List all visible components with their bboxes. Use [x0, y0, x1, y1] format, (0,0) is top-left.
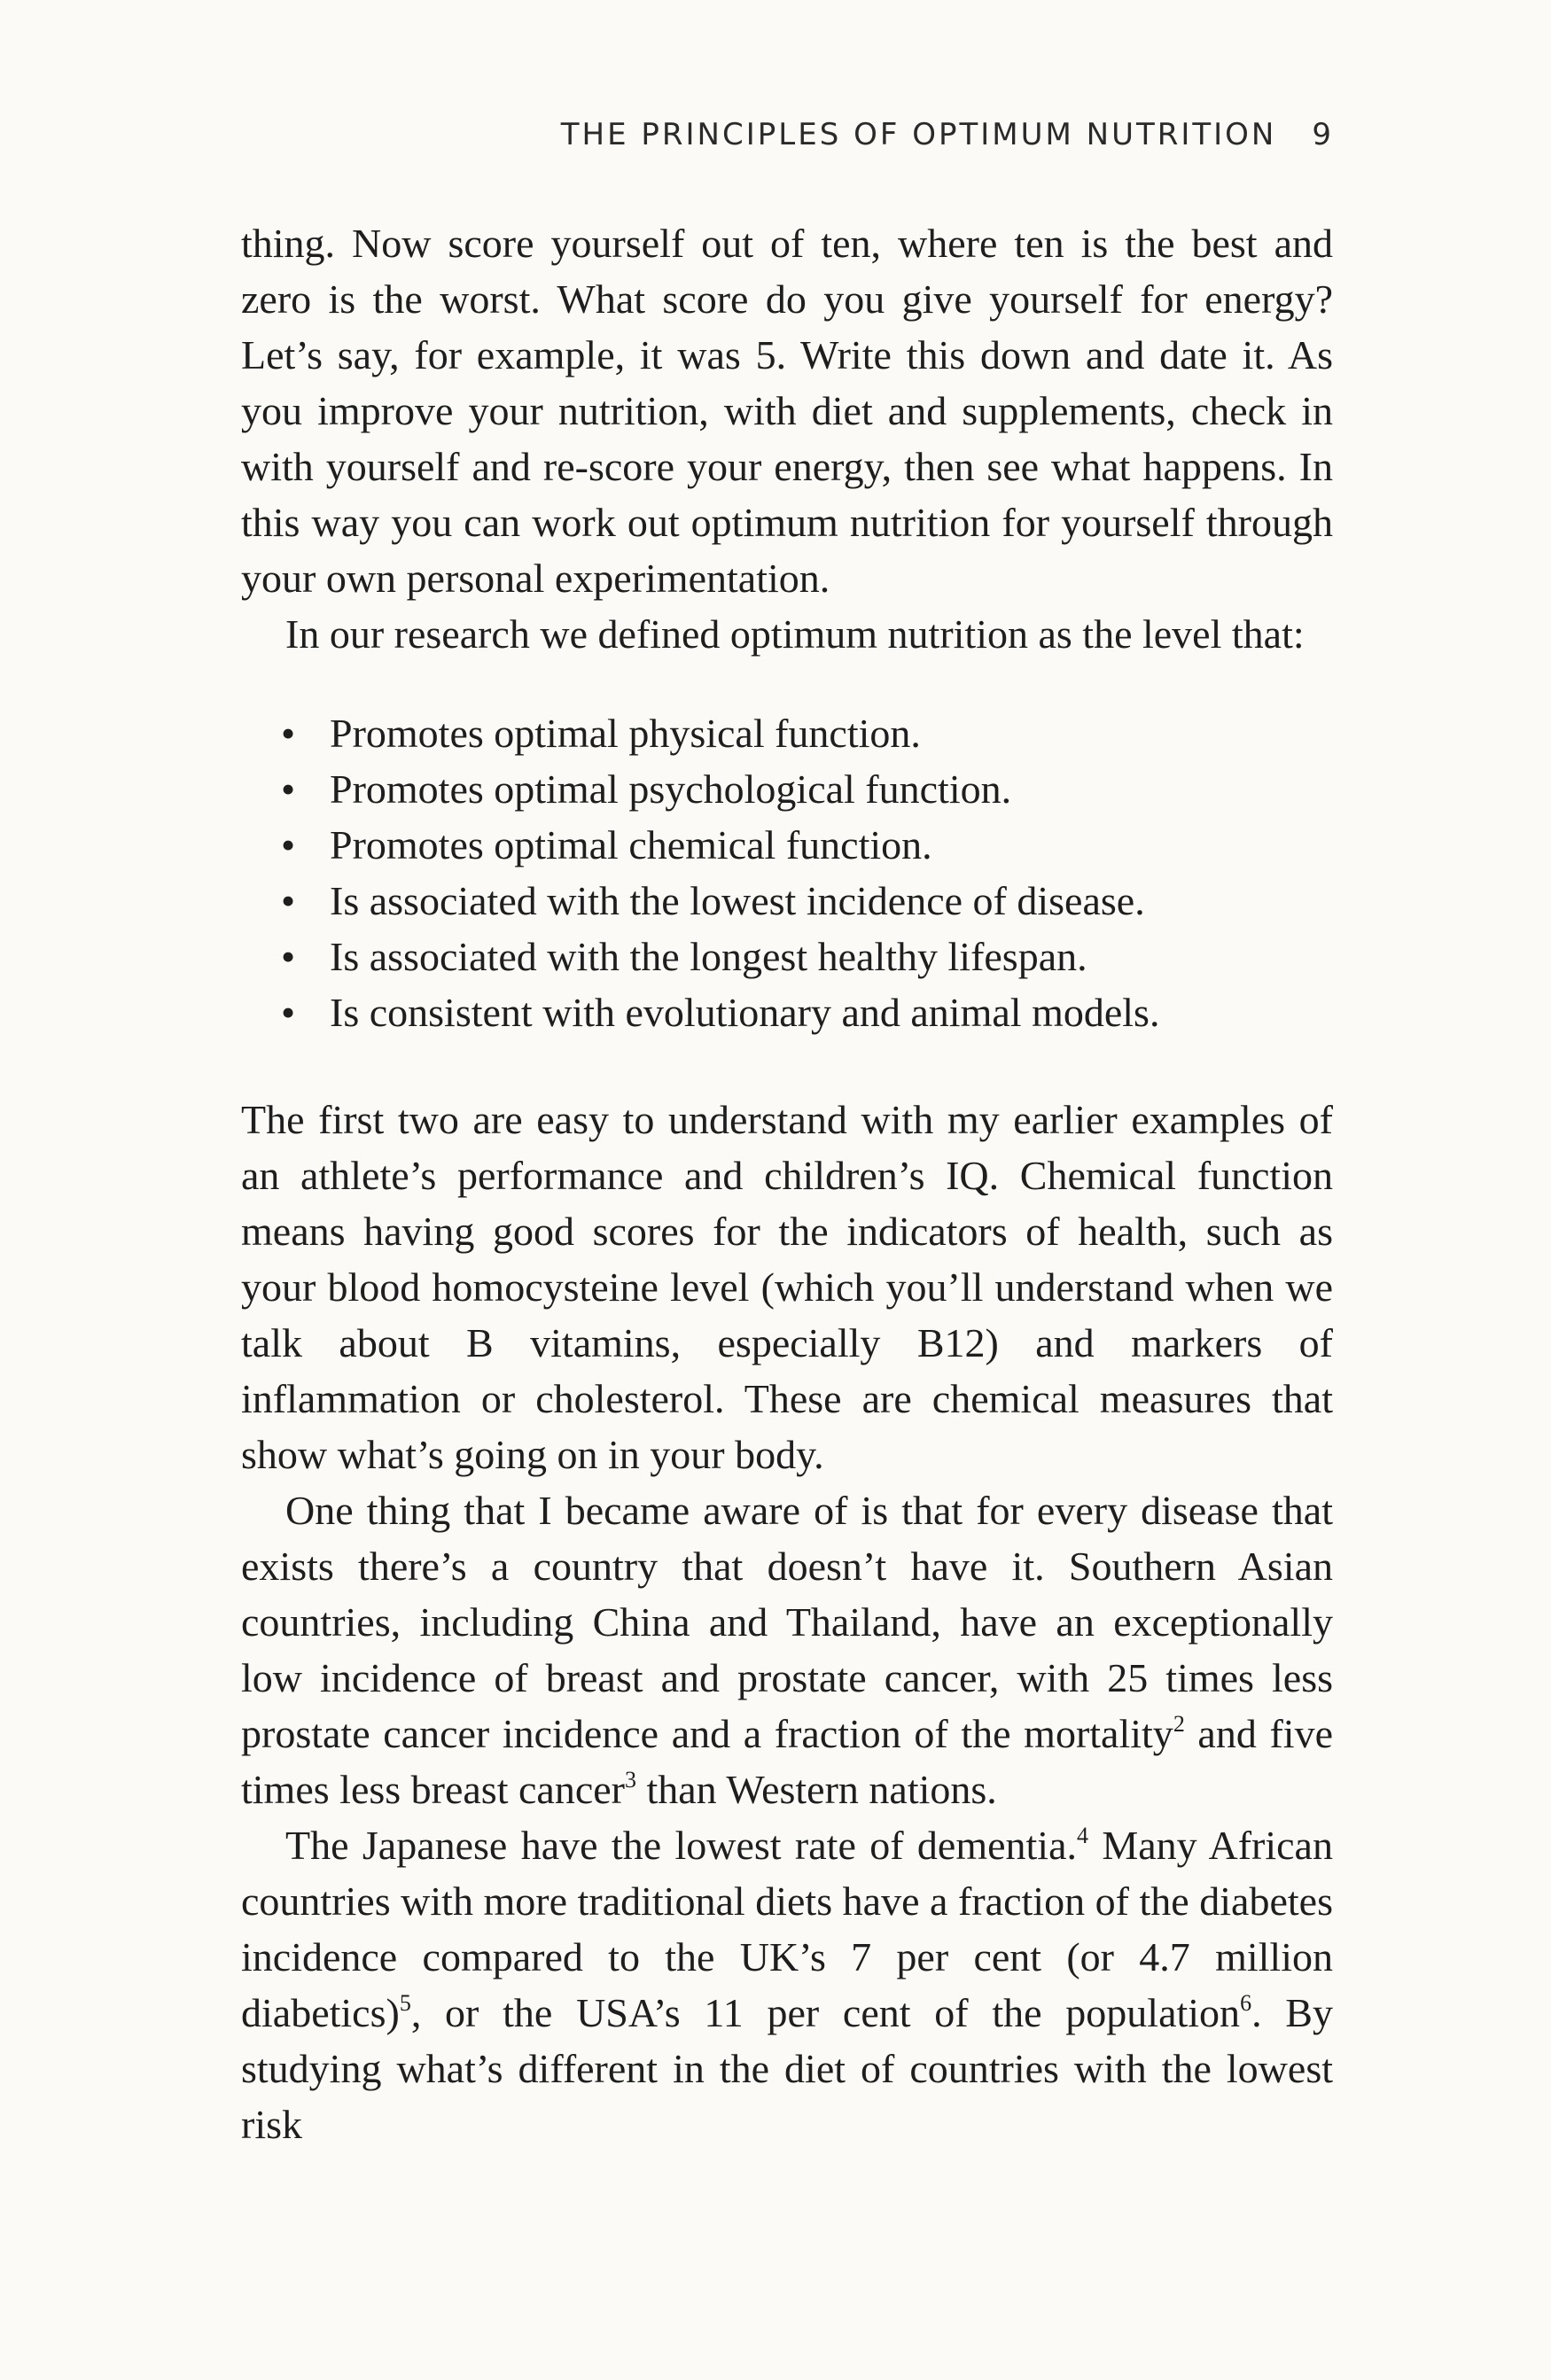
text-run: and five times less breast cancer	[241, 1711, 1333, 1812]
paragraph-chemical-function: The first two are easy to understand with my earlier examples of an athlete’s performance and children’s IQ. Chemical function means having good scores for the indicators of health, such as your blood homocysteine level (which you’ll understand when we talk about B vitamins, especially B12) and markers of inflammation or cholesterol. These are chemical measures that show what’s going on in your body.	[241, 1097, 1333, 1477]
running-header	[561, 117, 1334, 152]
bullet-item: • Promotes optimal psychological function.	[241, 761, 1333, 817]
footnote-ref: 5	[399, 1990, 411, 2016]
text-run: Many African countries with more traditional diets have a fraction of the diabetes incidence compared to the UK’s 7 per cent (or 4.7 million diabetics)	[241, 1823, 1333, 2035]
footnote-ref: 2	[1173, 1711, 1185, 1737]
footnote-ref: 6	[1240, 1990, 1252, 2016]
bullet-item: • Promotes optimal chemical function.	[241, 817, 1333, 873]
paragraph-definition-intro: In our research we defined optimum nutrition as the level that:	[285, 611, 1305, 657]
text-run: than Western nations.	[635, 1767, 997, 1812]
paragraph-dementia-diabetes	[241, 1817, 1333, 2152]
bullet-item: • Is consistent with evolutionary and animal models.	[241, 984, 1333, 1040]
page-number: 9	[1312, 117, 1334, 152]
footnote-ref: 4	[1077, 1823, 1088, 1848]
bullet-item: • Promotes optimal physical function.	[241, 705, 1333, 761]
bullet-list	[241, 705, 1333, 1040]
text-run: The Japanese have the lowest rate of dementia.	[285, 1823, 1077, 1868]
bullet-item: • Is associated with the lowest incidence of disease.	[241, 873, 1333, 929]
paragraph-disease-countries	[241, 1482, 1333, 1817]
bullet-item: • Is associated with the longest healthy lifespan.	[241, 929, 1333, 984]
paragraph-continued: thing. Now score yourself out of ten, where ten is the best and zero is the worst. What score do you give yourself for energy? Let’s say, for example, it was 5. Write this down and date it. As you improve your nutrition, with diet and supplements, check in with yourself and re-score your energy, then see what happens. In this way you can work out optimum nutrition for yourself through your own personal experimentation.	[241, 221, 1333, 601]
text-run: One thing that I became aware of is that for every disease that exists there’s a country that doesn’t have it. Southern Asian countries, including China and Thailand, have an exceptionally low incidence of breast and prostate cancer, with 25 times less prostate cancer incidence and a fraction of the mortality	[241, 1488, 1333, 1756]
text-run: . By studying what’s different in the diet of countries with the lowest risk	[241, 1990, 1333, 2147]
running-title: THE PRINCIPLES OF OPTIMUM NUTRITION	[560, 117, 1277, 152]
footnote-ref: 3	[624, 1767, 636, 1793]
body-text	[241, 215, 1333, 2152]
text-run: , or the USA’s 11 per cent of the population	[410, 1990, 1241, 2035]
